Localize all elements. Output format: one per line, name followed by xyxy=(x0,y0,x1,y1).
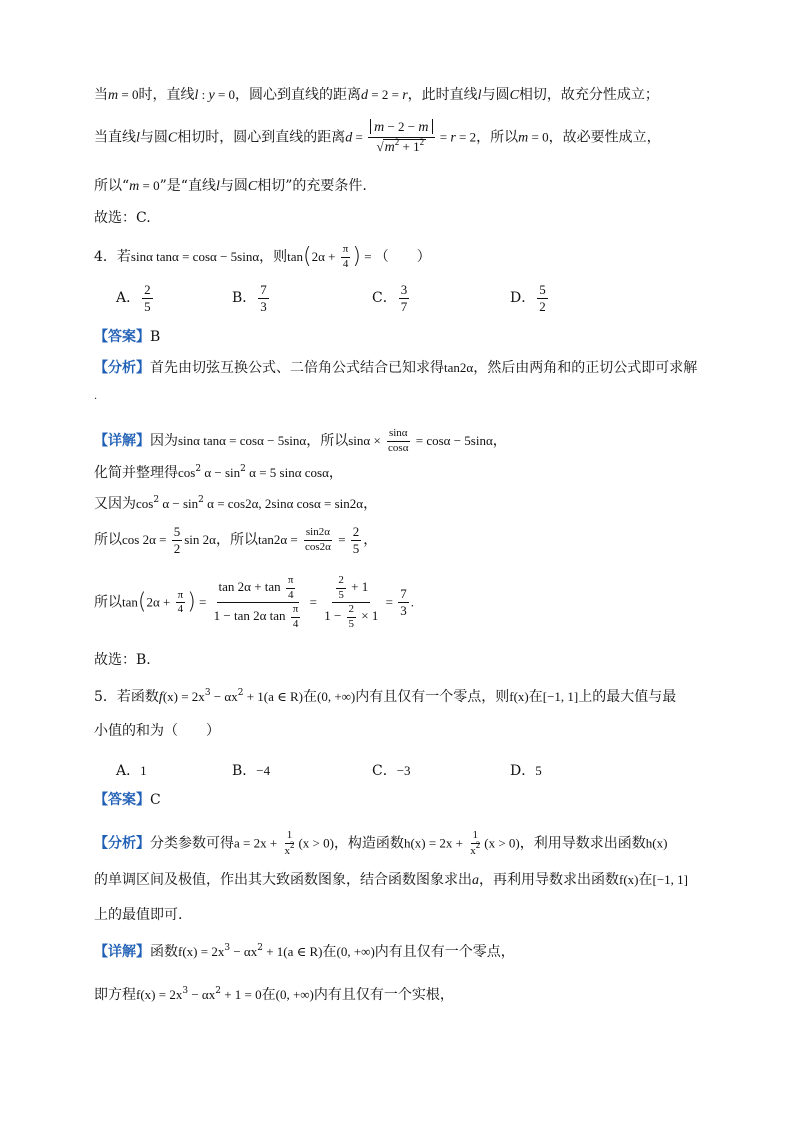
detail-5-line-2: 即方程$f(x) = 2x^3 - \alpha x^2 + 1 = 0$在(0, +∞)内有且仅有一个实根， xyxy=(94,986,454,1003)
detail-4-line-5: 所以tan(2α + $\frac{\pi}{4}$ ) = tan 2α + tan $\frac{\pi}{4}$ 1 − tan 2α tan $\frac{\pi}{4}$ = $\frac{2}{5}$ + 1 1 − $\frac{2}{5}$ × 1 = $\frac{7}{3}$ . xyxy=(94,574,414,630)
detail-5-line-1: 【详解】函数$f(x) = 2x^3 - \alpha x^2 + 1(a$ ∈ R)在(0, +∞)内有且仅有一个零点， xyxy=(94,943,515,960)
detail-4-line-1: 【详解】因为sinα tanα = cosα − 5sinα，所以sinα × $\frac{\sin\alpha}{\cos\alpha}$ = cosα − 5sinα， xyxy=(94,427,507,454)
choice-c-line: 故选：C. xyxy=(94,210,151,226)
analysis-4: 【分析】首先由切弦互换公式、二倍角公式结合已知求得tan2α，然后由两角和的正切公式即可求解 xyxy=(94,360,698,376)
option-c[interactable]: C． $\frac{3}{7}$ xyxy=(372,282,408,314)
option-b[interactable]: B． $\frac{7}{3}$ xyxy=(232,282,267,314)
detail-4-line-3: 又因为$\cos^2 \alpha - \sin^2 \alpha = \cos 2\alpha$, 2sinα cosα = sin2α， xyxy=(94,495,378,512)
option-d[interactable]: D． $\frac{5}{2}$ xyxy=(510,282,546,314)
text-line-sufficiency: 当m = 0时，直线l : y = 0，圆心到直线的距离d = 2 = r，此时直线l与圆C相切，故充分性成立； xyxy=(94,87,659,103)
analysis-5-line-1: 【分析】分类参数可得a = 2x + $\frac{1}{x^2}$ (x > 0)，构造函数h(x) = 2x + $\frac{1}{x^2}$ (x > 0)，利用导数求出函数h(x) xyxy=(94,829,668,857)
analysis-5-line-2: 的单调区间及极值，作出其大致函数图象，结合函数图象求出a，再利用导数求出函数f(x)在[−1, 1] xyxy=(94,872,688,888)
option-b[interactable]: B．−4 xyxy=(232,763,271,779)
question-4: 4．若sinα tanα = cosα − 5sinα，则tan(2α + $\frac{\pi}{4}$ ) = （ ） xyxy=(94,243,431,270)
option-c[interactable]: C．−3 xyxy=(372,763,411,779)
question-5-line-2: 小值的和为（ ） xyxy=(94,723,220,739)
text-line-conclusion: 所以“m = 0”是“直线l与圆C相切”的充要条件. xyxy=(94,178,367,194)
analysis-5-line-3: 上的最值即可. xyxy=(94,907,183,923)
analysis-4-end: . xyxy=(94,391,98,402)
question-5-line-1: 5．若函数$f(x) = 2x^3 - \alpha x^2 + 1(a$ ∈ R)在(0, +∞)内有且仅有一个零点，则f(x)在[−1, 1]上的最大值与最 xyxy=(94,688,677,705)
distance-fraction: $\frac{m - 2 - m}{√m^2 + 1^2}$ xyxy=(368,120,434,155)
option-a[interactable]: A． $\frac{2}{5}$ xyxy=(116,282,151,314)
choice-b-line: 故选：B. xyxy=(94,652,151,668)
answer-5: 【答案】C xyxy=(94,792,161,808)
text-line-necessity: 当直线l与圆C相切时，圆心到直线的距离d = $\frac{m - 2 - m}{√m^2 + 1^2}$ = r = 2，所以m = 0，故必要性成立， xyxy=(94,119,661,155)
answer-4: 【答案】B xyxy=(94,329,161,345)
option-d[interactable]: D．5 xyxy=(510,763,542,779)
detail-4-line-2: 化简并整理得$\cos^2 \alpha - \sin^2 \alpha = 5$ sinα cosα， xyxy=(94,464,343,481)
option-a[interactable]: A．1 xyxy=(116,763,147,779)
detail-4-line-4: 所以cos 2α = $\frac{5}{2}$ sin 2α，所以tan2α = $\frac{\sin 2\alpha}{\cos 2\alpha}$ = $\frac{2}{5}$ ， xyxy=(94,524,378,556)
